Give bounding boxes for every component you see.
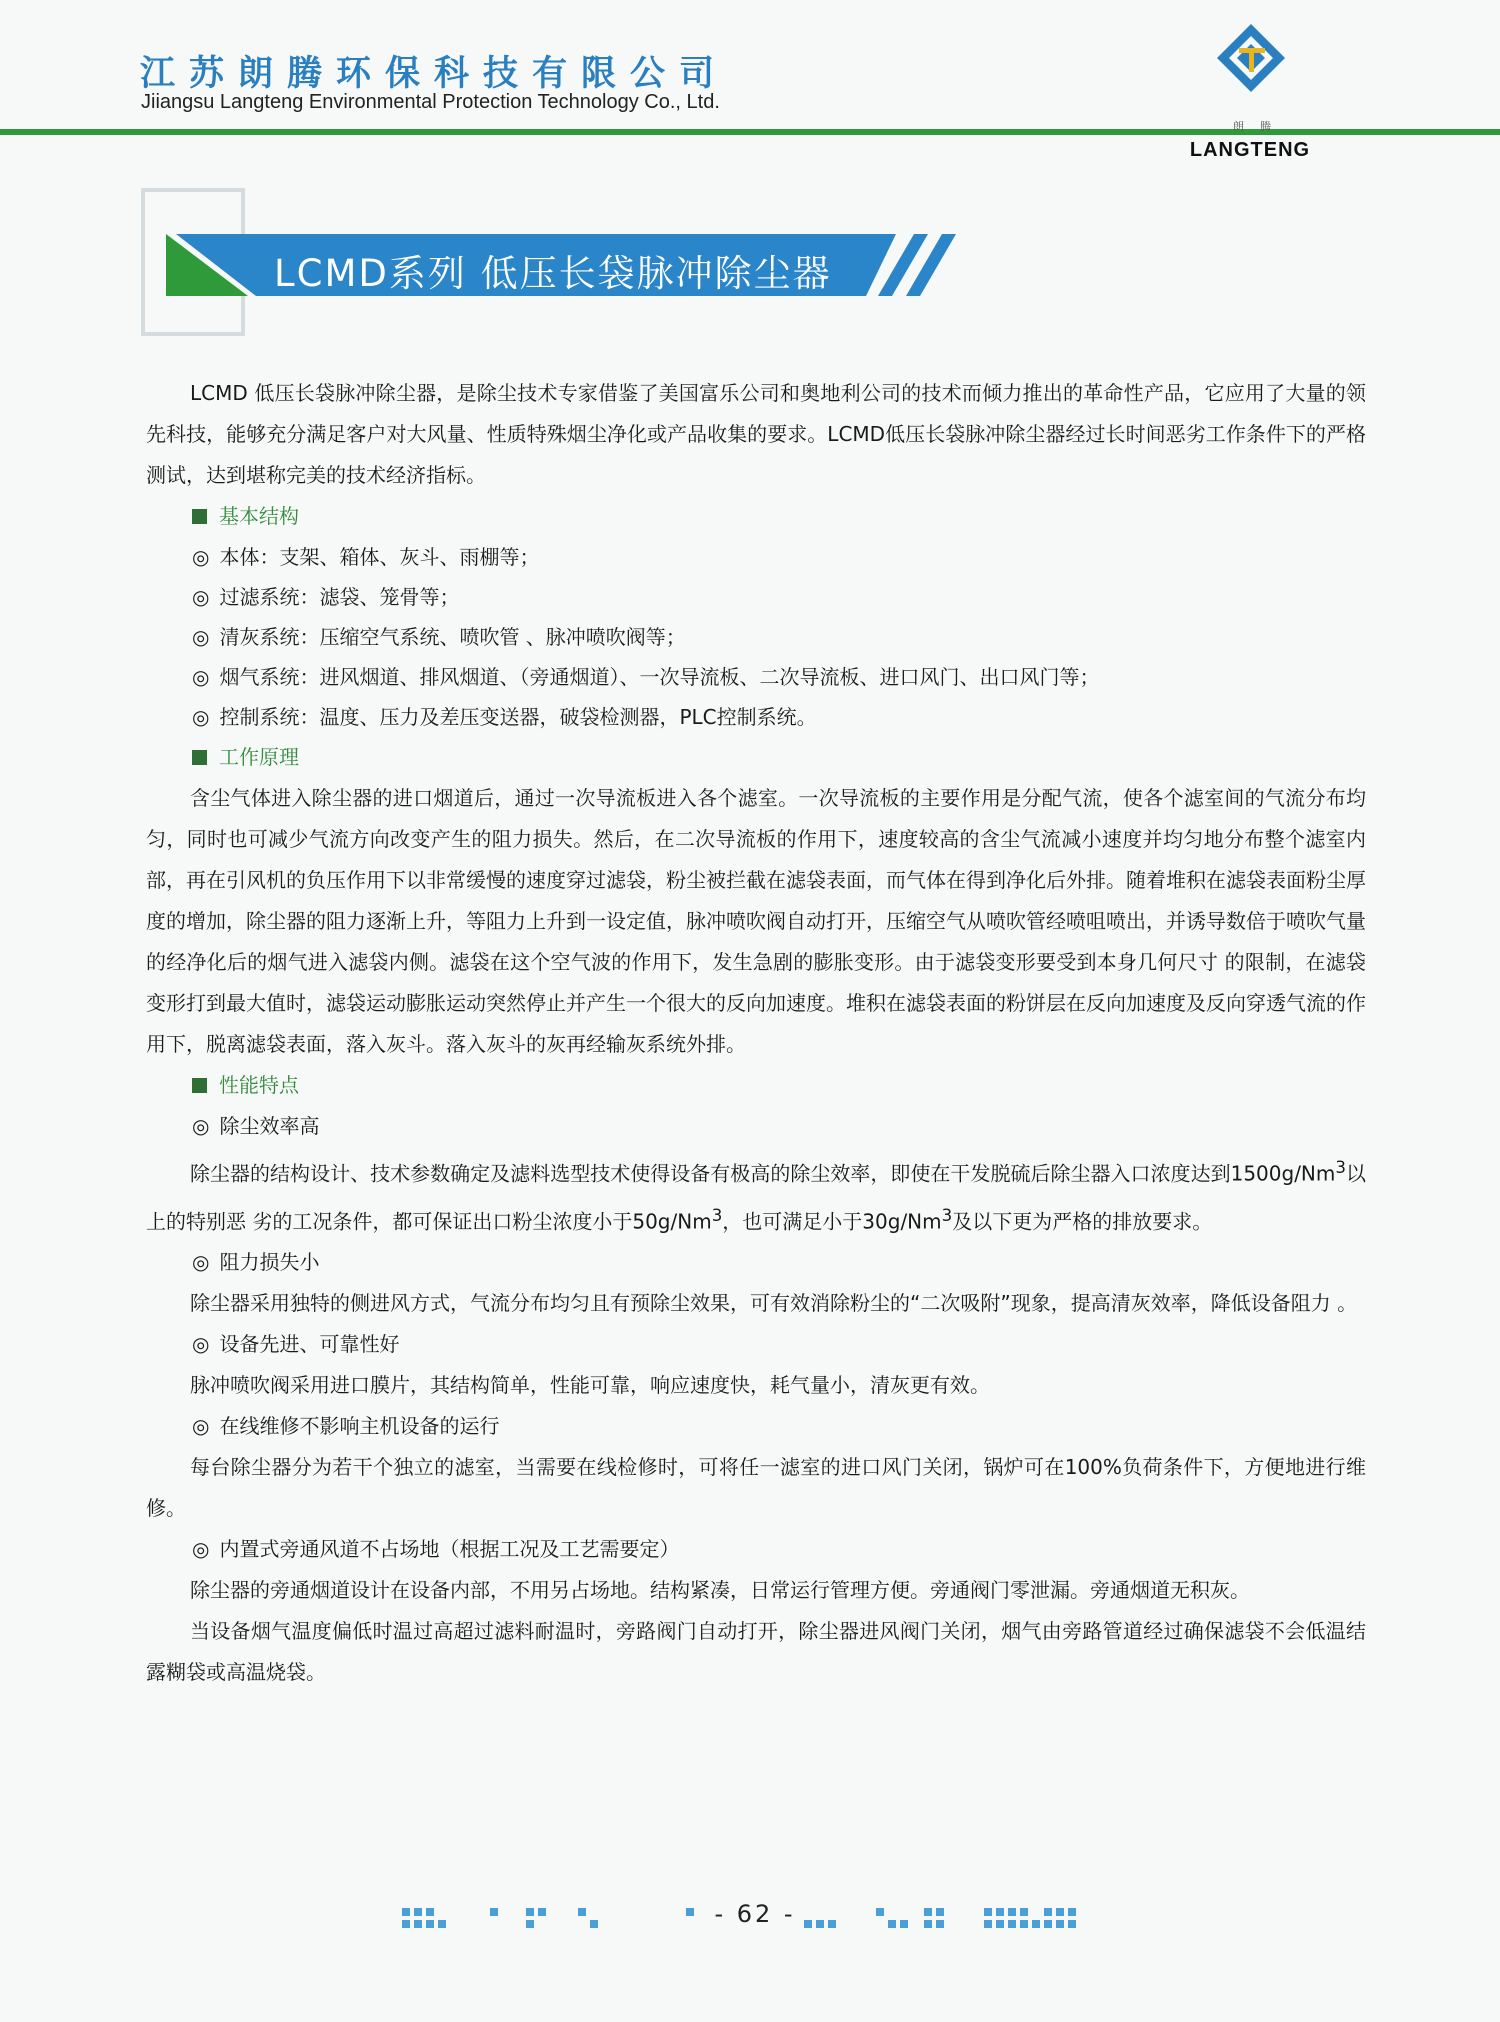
circle-bullet-icon: ◎ (192, 585, 210, 609)
footer-dots-left-decoration (0, 1900, 700, 1940)
feature-paragraph: 除尘器的结构设计、技术参数确定及滤料选型技术使得设备有极高的除尘效率，即使在干发脱硫后除尘器入口浓度达到1500g/Nm$^3$以上的特别恶 劣的工况条件，都可保证出口粉尘浓度小于50g/Nm$^3$，也可满足小于30g/Nm$^3$及以下更为严格的排放要求。 (146, 1158, 1366, 1234)
square-bullet-icon (192, 750, 207, 765)
feature-title: ◎ 除尘效率高 (192, 1114, 320, 1138)
circle-bullet-icon: ◎ (192, 1250, 210, 1275)
page-number: - 62 - (714, 1900, 796, 1928)
circle-bullet-icon: ◎ (192, 1114, 210, 1138)
page-footer (0, 1900, 1500, 1940)
section-heading-principle: 工作原理 (192, 737, 1366, 778)
feature-paragraph: 除尘器采用独特的侧进风方式，气流分布均匀且有预除尘效果，可有效消除粉尘的“二次吸附”现象，提高清灰效率，降低设备阻力 。 (190, 1291, 1358, 1316)
company-name-en: Jiiangsu Langteng Environmental Protection Technology Co., Ltd. (141, 91, 720, 113)
list-item: ◎ 控制系统：温度、压力及差压变送器，破袋检测器，PLC控制系统。 (192, 705, 817, 729)
circle-bullet-icon: ◎ (192, 1414, 210, 1439)
company-logo (1180, 18, 1320, 161)
circle-bullet-icon: ◎ (192, 545, 210, 569)
circle-bullet-icon: ◎ (192, 705, 210, 729)
feature-title: ◎ 内置式旁通风道不占场地（根据工况及工艺需要定） (192, 1537, 680, 1562)
langteng-logo-icon (1215, 22, 1287, 94)
feature-paragraph: 每台除尘器分为若干个独立的滤室，当需要在线检修时，可将任一滤室的进口风门关闭，锅炉可在100%负荷条件下，方便地进行维修。 (146, 1455, 1366, 1521)
square-bullet-icon (192, 509, 207, 524)
feature-paragraph: 除尘器的旁通烟道设计在设备内部，不用另占场地。结构紧凑，日常运行管理方便。旁通阀门零泄漏。旁通烟道无积灰。 (190, 1578, 1250, 1603)
page-title: LCMD系列 低压长袋脉冲除尘器 (274, 252, 832, 295)
list-item: ◎ 本体：支架、箱体、灰斗、雨棚等； (192, 545, 540, 569)
principle-paragraph: 含尘气体进入除尘器的进口烟道后，通过一次导流板进入各个滤室。一次导流板的主要作用是分配气流，使各个滤室间的气流分布均匀，同时也可减少气流方向改变产生的阻力损失。然后，在二次导流板的作用下，速度较高的含尘气流减小速度并均匀地分布整个滤室内部，再在引风机的负压作用下以非常缓慢的速度穿过滤袋，粉尘被拦截在滤袋表面，而气体在得到净化后外排。随着堆积在滤袋表面粉尘厚度的增加，除尘器的阻力逐渐上升，等阻力上升到一设定值，脉冲喷吹阀自动打开，压缩空气从喷吹管经喷咀喷出，并诱导数倍于喷吹气量的经净化后的烟气进入滤袋内侧。滤袋在这个空气波的作用下，发生急剧的膨胀变形。由于滤袋变形要受到本身几何尺寸 的限制，在滤袋变形打到最大值时，滤袋运动膨胀运动突然停止并产生一个很大的反向加速度。堆积在滤袋表面的粉饼层在反向加速度及反向穿透气流的作用下，脱离滤袋表面，落入灰斗。落入灰斗的灰再经输灰系统外排。 (146, 786, 1366, 1056)
logo-text-cn: 朗腾 (1233, 120, 1287, 133)
section-heading-features: 性能特点 (192, 1065, 1366, 1106)
footer-dots-right-decoration (800, 1900, 1500, 1940)
company-name-cn: 江苏朗腾环保科技有限公司 (140, 54, 729, 94)
logo-text-en: LANGTENG (1180, 138, 1320, 162)
list-item: ◎ 烟气系统：进风烟道、排风烟道、（旁通烟道）、一次导流板、二次导流板、进口风门、出口风门等； (192, 665, 1100, 689)
feature-paragraph: 脉冲喷吹阀采用进口膜片，其结构简单，性能可靠，响应速度快，耗气量小，清灰更有效。 (190, 1373, 990, 1398)
circle-bullet-icon: ◎ (192, 1537, 210, 1562)
circle-bullet-icon: ◎ (192, 1332, 210, 1357)
circle-bullet-icon: ◎ (192, 665, 210, 689)
intro-paragraph: LCMD 低压长袋脉冲除尘器，是除尘技术专家借鉴了美国富乐公司和奥地利公司的技术而倾力推出的革命性产品，它应用了大量的领先科技，能够充分满足客户对大风量、性质特殊烟尘净化或产品收集的要求。LCMD低压长袋脉冲除尘器经过长时间恶劣工作条件下的严格测试，达到堪称完美的技术经济指标。 (146, 381, 1366, 487)
section-heading-structure: 基本结构 (192, 496, 1366, 537)
page-header (0, 0, 1500, 161)
list-item: ◎ 清灰系统：压缩空气系统、喷吹管 、脉冲喷吹阀等； (192, 625, 686, 649)
circle-bullet-icon: ◎ (192, 625, 210, 649)
feature-title: ◎ 在线维修不影响主机设备的运行 (192, 1414, 500, 1439)
list-item: ◎ 过滤系统：滤袋、笼骨等； (192, 585, 460, 609)
feature-paragraph: 当设备烟气温度偏低时温过高超过滤料耐温时，旁路阀门自动打开，除尘器进风阀门关闭，烟气由旁路管道经过确保滤袋不会低温结露糊袋或高温烧袋。 (146, 1619, 1366, 1685)
feature-title: ◎ 设备先进、可靠性好 (192, 1332, 400, 1357)
page-content (146, 373, 1366, 1693)
square-bullet-icon (192, 1078, 207, 1093)
feature-title: ◎ 阻力损失小 (192, 1250, 320, 1275)
